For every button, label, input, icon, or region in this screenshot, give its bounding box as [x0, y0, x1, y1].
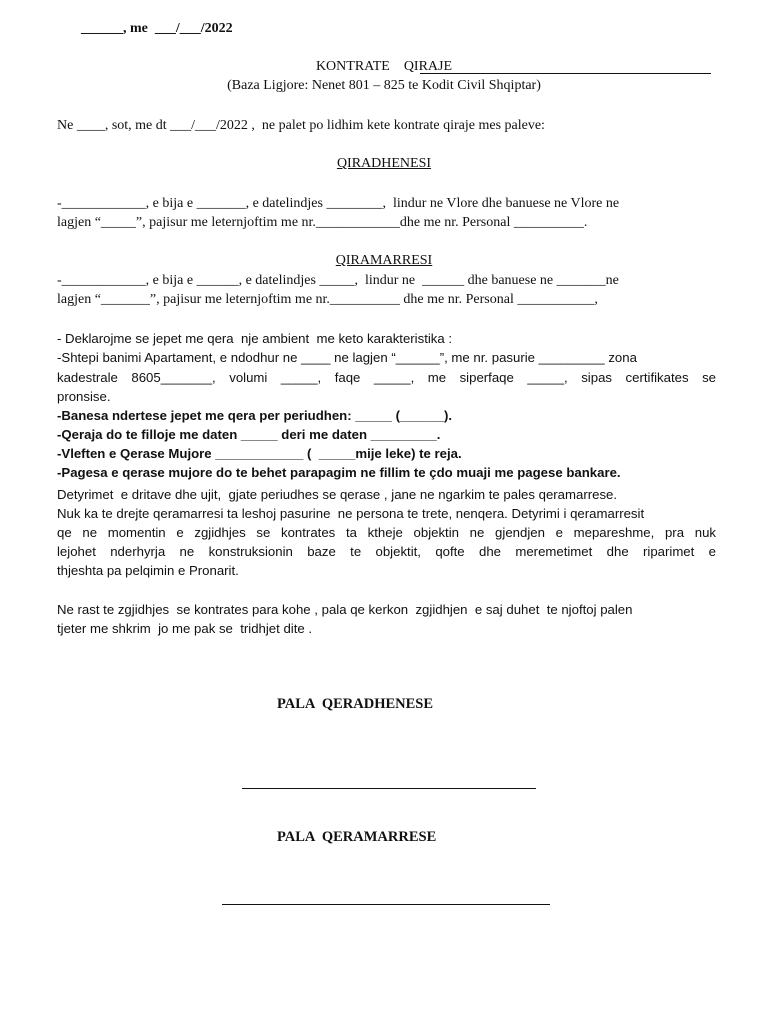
property-line-1: -Shtepi banimi Apartament, e ndodhur ne ____ ne lagjen “______”, me nr. pasurie _________ zona: [57, 350, 637, 365]
sublet-line-2: qe ne momentin e zgjidhjes se kontrates ta ktheje objektin ne gjendjen e mepareshme, pra nuk: [57, 525, 716, 540]
tenant-line-1: -____________, e bija e ______, e datelindjes _____, lindur ne ______ dhe banuese ne _______ne: [57, 273, 619, 288]
sublet-line-4: thjeshta pa pelqimin e Pronarit.: [57, 563, 239, 578]
payment-clause: -Pagesa e qerase mujore do te behet parapagim ne fillim te çdo muaji me pagese bankare.: [57, 465, 621, 480]
rental-period-clause: -Banesa ndertese jepet me qera per periudhen: _____ (______).: [57, 408, 453, 423]
sublet-line-3: lejohet nderhyrja ne konstruksionin baze te objektit, qofte dhe meremetimet dhe riparimet e: [57, 544, 716, 559]
landlord-line-2: lagjen “_____”, pajisur me leternjoftim me nr.____________dhe me nr. Personal __________.: [57, 215, 588, 230]
start-date-clause: -Qeraja do te filloje me daten _____ deri me daten _________.: [57, 427, 441, 442]
intro-line: Ne ____, sot, me dt ___/___/2022 , ne palet po lidhim kete kontrate qiraje mes paleve:: [57, 118, 545, 133]
termination-line-2: tjeter me shkrim jo me pak se tridhjet dite .: [57, 621, 313, 636]
landlord-heading: QIRADHENESI: [336, 156, 432, 171]
tenant-heading: QIRAMARRESI: [335, 253, 433, 268]
utilities-clause: Detyrimet e dritave dhe ujit, gjate periudhes se qerase , jane ne ngarkim te pales qeramarrese.: [57, 487, 618, 502]
monthly-rent-clause: -Vleften e Qerase Mujore ____________ ( _____mije leke) te reja.: [57, 446, 462, 461]
landlord-line-1: -____________, e bija e _______, e datelindjes ________, lindur ne Vlore dhe banuese ne Vlore ne: [57, 196, 620, 211]
tenant-signature-line: [222, 904, 550, 905]
legal-basis: (Baza Ligjore: Nenet 801 – 825 te Kodit Civil Shqiptar): [227, 78, 541, 93]
title-underline: [420, 73, 711, 74]
landlord-signature-label: PALA QERADHENESE: [277, 696, 434, 712]
termination-line-1: Ne rast te zgjidhjes se kontrates para kohe , pala qe kerkon zgjidhjen e saj duhet te njoftoj palen: [57, 602, 633, 617]
landlord-signature-line: [242, 788, 536, 789]
tenant-line-2: lagjen “_______”, pajisur me leternjoftim me nr.__________ dhe me nr. Personal ___________,: [57, 292, 598, 307]
date-line: ______, me ___/___/2022: [81, 21, 233, 36]
sublet-line-1: Nuk ka te drejte qeramarresi ta leshoj pasurine ne persona te trete, nenqera. Detyrimi i qeramarresit: [57, 506, 645, 521]
declaration-line: - Deklarojme se jepet me qera nje ambient me keto karakteristika :: [57, 331, 453, 346]
property-line-2: kadestrale 8605_______, volumi _____, faqe _____, me siperfaqe _____, sipas certifikates se: [57, 370, 716, 385]
contract-title: KONTRATE QIRAJE: [315, 59, 453, 74]
tenant-signature-label: PALA QERAMARRESE: [277, 829, 437, 845]
property-line-3: pronsise.: [57, 389, 111, 404]
